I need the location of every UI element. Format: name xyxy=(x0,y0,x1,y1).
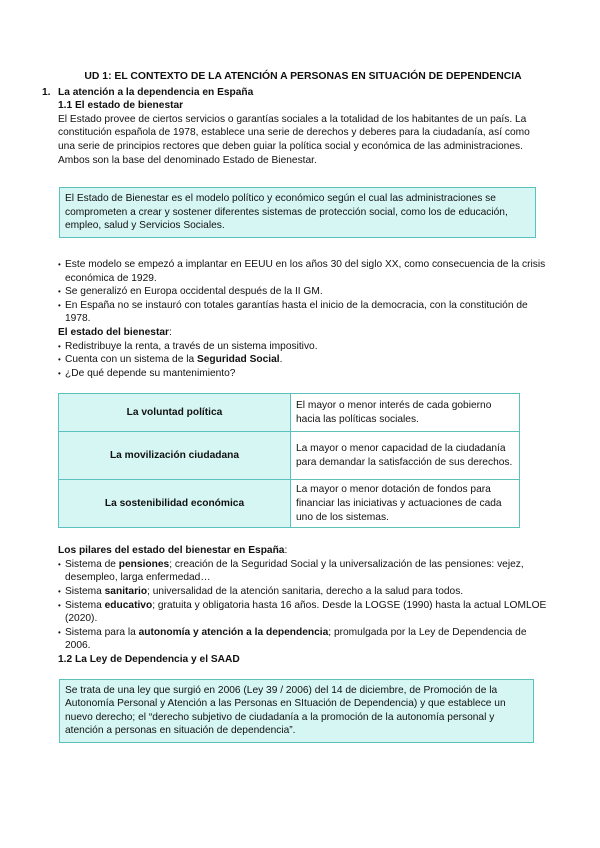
pilares-list xyxy=(58,558,548,653)
table-key-cell: La movilización ciudadana xyxy=(59,432,291,480)
section-1-number: 1. xyxy=(42,86,51,98)
list-item-text: Sistema de xyxy=(65,558,119,570)
estado-list xyxy=(58,340,548,381)
section-1-1-heading: 1.1 El estado de bienestar xyxy=(58,100,184,112)
section-1-title: La atención a la dependencia en España xyxy=(58,86,254,98)
list-item-text: ; gratuita y obligatoria hasta 16 años. Desde la LOGSE (1990) hasta la actual LOMLOE (2020). xyxy=(65,599,547,625)
estado-heading xyxy=(58,326,548,340)
pilares-heading-colon: : xyxy=(284,545,288,557)
definition-box xyxy=(59,187,536,238)
list-item-bold: pensiones xyxy=(118,558,170,570)
maintenance-table xyxy=(58,393,520,528)
table-key-cell: La sostenibilidad económica xyxy=(59,480,291,528)
ley-text: Se trata de una ley que surgió en 2006 (Ley 39 / 2006) del 14 de diciembre, de Promoción de la Autonomía Personal y Atención a las Personas en SItuación de Dependencia) y que establece un nuevo derecho; el “derecho subjetivo de ciudadanía a la promoción de la autonomía personal y atención a personas en situación de dependencia”. xyxy=(65,684,506,737)
list-item: • Redistribuye la renta, a través de un sistema impositivo. xyxy=(58,340,548,354)
history-list xyxy=(58,258,548,326)
list-item: • En España no se instauró con totales garantías hasta el inicio de la democracia, con la constitución de 1978. xyxy=(58,299,548,326)
list-item xyxy=(58,599,548,626)
section-1-2-heading: 1.2 La Ley de Dependencia y el SAAD xyxy=(58,654,240,666)
list-item-text: . xyxy=(279,354,283,366)
list-item xyxy=(58,558,548,585)
list-item-bold: sanitario xyxy=(104,586,148,598)
document-title: UD 1: EL CONTEXTO DE LA ATENCIÓN A PERSONAS EN SITUACIÓN DE DEPENDENCIA xyxy=(84,71,522,82)
list-item: • Este modelo se empezó a implantar en EEUU en los años 30 del siglo XX, como consecuencia de la crisis económica de 1929. xyxy=(58,258,548,285)
list-item-text: ; creación de la Seguridad Social y la universalización de las pensiones: vejez, desempleo, larga enfermedad… xyxy=(65,558,524,584)
list-item xyxy=(58,585,548,599)
intro-paragraph: El Estado provee de ciertos servicios o garantías sociales a la totalidad de los habitantes de un país. La constitución española de 1978, establece una serie de derechos y deberes para la ciudadanía, así como una serie de principios rectores que deben guiar la política social y económica de las administraciones. Ambos son la base del denominado Estado de Bienestar. xyxy=(58,113,530,166)
table-value-cell: El mayor o menor interés de cada gobierno hacia las políticas sociales. xyxy=(291,394,520,432)
table-row xyxy=(59,480,520,528)
section-1-heading xyxy=(42,86,548,100)
estado-heading-colon: : xyxy=(168,326,172,338)
spacer xyxy=(58,528,548,544)
list-item: • ¿De qué depende su mantenimiento? xyxy=(58,367,548,381)
list-item xyxy=(58,353,548,367)
list-item-text: ; universalidad de la atención sanitaria, derecho a la salud para todos. xyxy=(147,586,464,598)
list-item-bold: autonomía y atención a la dependencia xyxy=(138,626,329,638)
list-item xyxy=(58,626,548,653)
pilares-heading-text: Los pilares del estado del bienestar en España xyxy=(58,545,285,557)
list-item-text: Sistema xyxy=(65,599,105,611)
list-item-text: Sistema para la xyxy=(65,626,139,638)
table-value-cell: La mayor o menor capacidad de la ciudadanía para demandar la satisfacción de sus derechos. xyxy=(291,432,520,480)
table-key-cell: La voluntad política xyxy=(59,394,291,432)
table-value-cell: La mayor o menor dotación de fondos para financiar las iniciativas y actuaciones de cada uno de los sistemas. xyxy=(291,480,520,528)
definition-text: El Estado de Bienestar es el modelo político y económico según el cual las administraciones se comprometen a crear y sostener diferentes sistemas de protección social, como los de educación, empleo, salud y Servicios Sociales. xyxy=(65,193,508,232)
document-page xyxy=(42,70,548,743)
list-item-text: Cuenta con un sistema de la xyxy=(65,354,197,366)
list-item: • Se generalizó en Europa occidental después de la II GM. xyxy=(58,285,548,299)
ley-box xyxy=(59,679,534,743)
estado-heading-text: El estado del bienestar xyxy=(58,326,169,338)
list-item-text: ; promulgada por la Ley de Dependencia de 2006. xyxy=(65,626,527,652)
pilares-heading xyxy=(58,544,548,558)
table-row xyxy=(59,432,520,480)
table-row xyxy=(59,394,520,432)
list-item-bold: Seguridad Social xyxy=(196,354,280,366)
list-item-bold: educativo xyxy=(104,599,153,611)
list-item-text: Sistema xyxy=(65,586,105,598)
